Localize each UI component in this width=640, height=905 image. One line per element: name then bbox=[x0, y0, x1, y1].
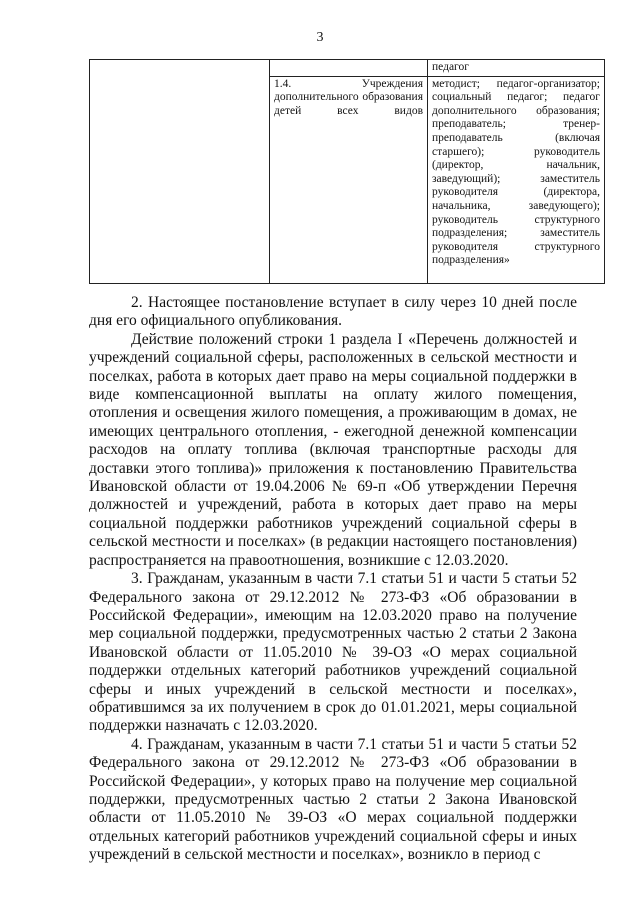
table-cell-empty bbox=[90, 60, 270, 284]
table-cell-institution bbox=[270, 76, 428, 283]
positions-text: методист; педагог-организатор; социальный педагог; педагог дополнительного образования; преподаватель; тренер-преподаватель (включая старшего); руководитель (директор, начальник, заведующий); заместитель руководителя (директора, начальника, заведующего); руководитель структурного подразделения; заместитель руководителя структурного подразделения» bbox=[432, 77, 600, 267]
institution-text: 1.4. Учреждения дополнительного образования детей всех видов bbox=[274, 77, 423, 117]
table-row bbox=[90, 60, 605, 77]
positions-table bbox=[89, 59, 605, 284]
body-text bbox=[89, 294, 577, 865]
paragraph-3: 3. Гражданам, указанным в части 7.1 статьи 51 и части 5 статьи 52 Федерального закона от 29.12.2012 № 273-ФЗ «Об образовании в Российской Федерации», имеющим на 12.03.2020 право на получение мер социальной поддержки, предусмотренных частью 2 статьи 2 Закона Ивановской области от 11.05.2010 № 39-ОЗ «О мерах социальной поддержки отдельных категорий работников учреждений социальной сферы и иных учреждений в сельской местности и поселках», обратившимся за их получением в срок до 01.01.2021, меры социальной поддержки назначать с 12.03.2020. bbox=[89, 570, 577, 735]
paragraph-2-scope: Действие положений строки 1 раздела I «Перечень должностей и учреждений социальной сферы, расположенных в сельской местности и поселках, работа в которых дает право на меры социальной поддержки в виде компенсационной выплаты на оплату жилого помещения, отопления и освещения жилого помещения, а проживающим в домах, не имеющих центрального отопления, - ежегодной денежной компенсации расходов на оплату топлива (включая транспортные расходы для доставки этого топлива)» приложения к постановлению Правительства Ивановской области от 19.04.2006 № 69-п «Об утверждении Перечня должностей и учреждений, работа в которых дает право на меры социальной поддержки работников учреждений социальной сферы в сельской местности и поселках» (в редакции настоящего постановления) распространяется на правоотношения, возникшие с 12.03.2020. bbox=[89, 330, 577, 569]
table-cell-position: педагог bbox=[428, 60, 605, 77]
page-number: 3 bbox=[316, 30, 324, 45]
paragraph-2: 2. Настоящее постановление вступает в силу через 10 дней после дня его официального опубликования. bbox=[89, 294, 577, 330]
table-cell-positions bbox=[428, 76, 605, 283]
paragraph-4: 4. Гражданам, указанным в части 7.1 статьи 51 и части 5 статьи 52 Федерального закона от 29.12.2012 № 273-ФЗ «Об образовании в Российской Федерации», у которых право на получение мер социальной поддержки, предусмотренных частью 2 статьи 2 Закона Ивановской области от 11.05.2010 № 39-ОЗ «О мерах социальной поддержки отдельных категорий работников учреждений социальной сферы и иных учреждений в сельской местности и поселках», возникло в период с bbox=[89, 735, 577, 864]
table-cell-empty bbox=[270, 60, 428, 77]
